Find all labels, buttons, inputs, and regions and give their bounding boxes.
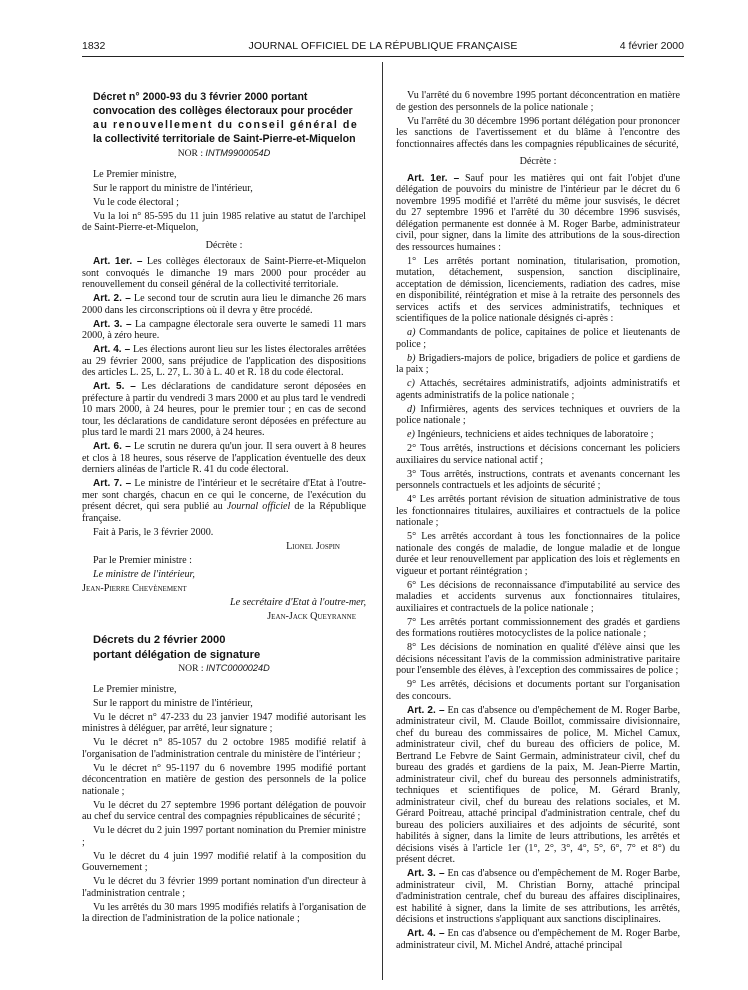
decree1-title-line: la collectivité territoriale de Saint-Pierre-et-Miquelon: [93, 133, 356, 146]
article: [82, 478, 366, 524]
preamble-line: Vu la loi n° 85-595 du 11 juin 1985 relative au statut de l'archipel de Saint-Pierre-et-Miquelon,: [82, 210, 366, 234]
decree2-title-line: portant délégation de signature: [93, 648, 261, 661]
list-item: [396, 617, 680, 640]
preamble-line: Sur le rapport du ministre de l'intérieur,: [93, 182, 253, 194]
preamble-line: Vu le décret du 27 septembre 1996 portant délégation de pouvoir au chef du service central des compagnies républicaines de sécurité ;: [82, 799, 366, 823]
left-column: [82, 92, 366, 927]
list-item: [396, 378, 680, 401]
article-label: Art. 3. –: [407, 868, 445, 879]
list-item-text: Infirmières, agents des services techniques et ouvriers de la police nationale ;: [396, 403, 680, 426]
preamble-line: Vu le décret n° 95-1197 du 6 novembre 1995 modifié portant déconcentration en matière de gestion des personnels de la police nationale ;: [82, 762, 366, 797]
article-text: En cas d'absence ou d'empêchement de M. Roger Barbe, administrateur civil, M. Michel André, attaché principal: [396, 928, 680, 951]
article-label: Art. 7. –: [93, 478, 132, 490]
list-item: [396, 531, 680, 577]
decree1-nor: [82, 148, 366, 160]
header-rule: [82, 56, 684, 57]
list-item-prefix: c): [407, 378, 415, 389]
list-item-text: 3° Tous arrêtés, instructions, contrats et avenants concernant les personnels contractuels et les adjoints de sécurité ;: [396, 468, 680, 491]
list-item: [396, 580, 680, 615]
list-item: [396, 256, 680, 325]
nor-code: INTC0000024D: [205, 663, 270, 674]
column-divider: [382, 62, 383, 980]
preamble-line: Vu l'arrêté du 6 novembre 1995 portant déconcentration en matière de gestion des personnels de la police nationale ;: [396, 90, 680, 113]
article-text: Les déclarations de candidature seront déposées en préfecture à partir du vendredi 3 mars 2000 et au plus tard le vendredi 10 mars 2000, à 24 heures, pour le premier tour ; en cas de second tour, les déclarations de candidature seront déposées en préfecture au plus tard le mardi 21 mars 2000, à 24 heures.: [82, 381, 366, 439]
list-item: [396, 642, 680, 677]
article-text: En cas d'absence ou d'empêchement de M. Roger Barbe, administrateur civil, M. Christian Borny, attaché principal d'administration centrale, chef du bureau des affaires disciplinaires, est habilité à signer, dans la limite de ses attributions, les arrêtés, décisions et instructions s'appliquant aux sanctions disciplinaires.: [396, 868, 680, 925]
journal-reference: Journal officiel: [226, 501, 291, 513]
list-item: [396, 404, 680, 427]
nor-code: INTM9900054D: [205, 148, 271, 159]
preamble-line: Vu le décret du 4 juin 1997 modifié relatif à la composition du Gouvernement ;: [82, 850, 366, 874]
list-item: [396, 443, 680, 466]
issue-date: 4 février 2000: [619, 40, 684, 52]
decree2-nor: [82, 663, 366, 675]
article: [396, 705, 680, 866]
list-item-text: Ingénieurs, techniciens et aides techniques de laboratoire ;: [414, 429, 654, 440]
article-label: Art. 2. –: [93, 293, 131, 305]
decree1-title-line: Décret n° 2000-93 du 3 février 2000 portant: [93, 91, 308, 103]
preamble-line: Le Premier ministre,: [93, 168, 177, 180]
list-item: [396, 353, 680, 376]
decrete-heading: Décrète :: [519, 156, 557, 167]
article: [82, 344, 366, 379]
list-item-text: Attachés, secrétaires administratifs, adjoints administratifs et agents administratifs de la police nationale ;: [396, 378, 680, 401]
article-text: La campagne électorale sera ouverte le samedi 11 mars 2000, à zéro heure.: [82, 318, 366, 342]
article-label: Art. 3. –: [93, 318, 132, 330]
article-text: Le second tour de scrutin aura lieu le dimanche 26 mars 2000 dans les circonscriptions où il devra y être procédé.: [82, 293, 367, 316]
article-label: Art. 4. –: [407, 928, 445, 939]
list-item-text: Commandants de police, capitaines de police et lieutenants de police ;: [396, 327, 680, 350]
decree2-title: [82, 634, 366, 661]
overseas-secretary-title: Le secrétaire d'Etat à l'outre-mer,: [229, 596, 366, 608]
list-item-text: 9° Les arrêtés, décisions et documents portant sur l'organisation des concours.: [396, 679, 680, 702]
article-label: Art. 5. –: [93, 381, 136, 393]
list-item-text: 8° Les décisions de nomination en qualité d'élève ainsi que les décisions nécessitant l'avis de la commission administrative paritaire pour l'ensemble des élèves, à l'exception des commissaires de police ;: [396, 642, 680, 676]
list-item-text: 7° Les arrêtés portant commissionnement des gradés et gardiens des formations routières motocyclistes de la police nationale ;: [396, 616, 680, 639]
preamble-line: Sur le rapport du ministre de l'intérieur,: [93, 697, 253, 709]
article: [396, 173, 680, 254]
interior-minister-name: Jean-Pierre Chevènement: [82, 582, 187, 594]
article: [82, 293, 366, 316]
article-label: Art. 6. –: [93, 441, 131, 453]
article-text: Le scrutin ne durera qu'un jour. Il sera ouvert à 8 heures et clos à 18 heures, sous réserve de l'application éventuelle des deux derniers alinéas de l'article R. 41 du code électoral.: [82, 441, 366, 476]
article-label: Art. 2. –: [407, 704, 445, 716]
article-text: Sauf pour les matières qui ont fait l'objet d'une délégation de pouvoirs du ministre de l'intérieur par le décret du 6 novembre 1995 modifié et l'arrêté du même jour susvisés, le décret du 27 septembre 1996 et l'arrêté du 30 décembre 1996 susvisés, délégation permanente est donnée à M. Roger Barbe, administrateur civil, pour signer, dans la limite des attributions de la sous-direction des ressources humaines :: [396, 172, 680, 253]
article-text-end: de la République française.: [82, 501, 366, 524]
article: [82, 256, 366, 291]
decrete-heading: Décrète :: [205, 239, 243, 251]
list-item: [396, 494, 680, 529]
list-item-text: 4° Les arrêtés portant révision de situation administrative de tous les fonctionnaires titulaires, auxiliaires et contractuels de la police nationale ;: [396, 494, 680, 528]
nor-label: NOR :: [177, 148, 206, 160]
article: [82, 319, 366, 342]
article: [82, 381, 366, 439]
article: [396, 928, 680, 951]
interior-minister-title: Le ministre de l'intérieur,: [93, 568, 195, 580]
preamble-line: Vu le décret du 3 février 1999 portant nomination d'un directeur à l'administration centrale ;: [82, 876, 366, 899]
list-item: [396, 469, 680, 492]
article-text: Le ministre de l'intérieur et le secrétaire d'Etat à l'outre-mer sont chargés, chacun en ce qui le concerne, de l'exécution du présent décret, qui sera publié au: [82, 478, 366, 513]
list-item-text: 5° Les arrêtés accordant à tous les fonctionnaires de la police nationale des congés de maladie, de longue maladie et de longue durée et leur renouvellement par application des lois et règlements en vigueur et portant réintégration ;: [396, 531, 680, 577]
list-item-prefix: e): [407, 429, 415, 440]
preamble-line: Vu le décret du 2 juin 1997 portant nomination du Premier ministre ;: [82, 825, 366, 848]
list-item-text: 6° Les décisions de reconnaissance d'imputabilité au service des maladies et accidents survenus aux fonctionnaires titulaires, auxiliaires et contractuels de la police nationale ;: [396, 579, 680, 614]
preamble-line: Vu le décret n° 85-1057 du 2 octobre 1985 modifié relatif à l'organisation de l'administration centrale du ministère de l'intérieur ;: [82, 737, 366, 760]
list-item-text: 1° Les arrêtés portant nomination, titularisation, promotion, mutation, détachement, suspension, sanction disciplinaire, acceptation de démission, licenciements, radiation des cadres, mise en disponibilité, réintégration et mise à la retraite des personnels des services actifs et des services administratifs, techniques et scientifiques de la police nationale désignés ci-après :: [396, 255, 680, 324]
preamble-line: Vu les arrêtés du 30 mars 1995 modifiés relatifs à l'organisation de la direction de l'administration de la police nationale ;: [82, 901, 366, 925]
article-text: Les collèges électoraux de Saint-Pierre-et-Miquelon sont convoqués le dimanche 19 mars 2000 pour procéder au renouvellement du conseil général de la collectivité territoriale.: [82, 256, 366, 291]
list-item: [396, 327, 680, 350]
nor-label: NOR :: [178, 663, 206, 675]
page-number: 1832: [82, 40, 106, 52]
list-item-prefix: a): [407, 327, 416, 338]
article: [82, 441, 366, 476]
preamble-line: Vu le décret n° 47-233 du 23 janvier 1947 modifié autorisant les ministres à déléguer, par arrêté, leur signature ;: [82, 711, 366, 735]
list-item: [396, 679, 680, 702]
article-label: Art. 4. –: [93, 344, 131, 356]
preamble-line: Vu l'arrêté du 30 décembre 1996 portant délégation pour prononcer les sanctions de l'avertissement et du blâme à l'encontre des fonctionnaires affectés dans les compagnies républicaines de sécurité,: [396, 115, 680, 150]
page-header: [82, 40, 684, 54]
by-pm-line: Par le Premier ministre :: [93, 554, 192, 566]
list-item-prefix: d): [407, 403, 416, 415]
list-item: [396, 429, 680, 441]
decree2-title-line: Décrets du 2 février 2000: [93, 633, 226, 646]
right-column: [396, 90, 680, 954]
preamble-line: Le Premier ministre,: [93, 683, 177, 695]
overseas-secretary-name: Jean-Jack Queyranne: [267, 610, 356, 622]
list-item-text: 2° Tous arrêtés, instructions et décisions concernant les policiers auxiliaires du service national actif ;: [396, 443, 680, 466]
decree1-title: [82, 92, 366, 146]
list-item-text: Brigadiers-majors de police, brigadiers de police et gardiens de la paix ;: [396, 352, 680, 375]
decree1-title-line: au renouvellement du conseil général de: [93, 119, 359, 132]
preamble-line: Vu le code électoral ;: [93, 196, 179, 208]
done-at: Fait à Paris, le 3 février 2000.: [93, 526, 214, 538]
article-text: En cas d'absence ou d'empêchement de M. Roger Barbe, administrateur civil, M. Claude Boillot, commissaire divisionnaire, chef du bureau des commissaires de police, M. Michel Camux, administrateur civil, chef du bureau des officiers de police, M. Bertrand Le Febvre de Saint Germain, administrateur civil, chef du bureau des gradés et gardiens de la paix, M. Jean-Pierre Martin, administrateur civil, chef du bureau des personnels administratifs, techniques et scientifiques de police, M. Gérard Branly, administrateur civil, chef du bureau des relations sociales, et M. Gérard Poitreau, attaché principal d'administration centrale, chef du bureau des policiers auxiliaires et des adjoints de sécurité, sont habilités à signer, dans la limite de leurs attributions, les arrêtés et décisions visés à l'article 1er (1°, 2°, 3°, 4°, 5°, 6°, 7° et 8°) du présent décret.: [396, 704, 680, 865]
article: [396, 868, 680, 926]
signatory-pm: Lionel Jospin: [286, 540, 340, 552]
decree1-title-line: convocation des collèges électoraux pour procéder: [93, 105, 353, 118]
article-label: Art. 1er. –: [93, 256, 143, 268]
article-label: Art. 1er. –: [407, 172, 460, 184]
list-item-prefix: b): [407, 352, 416, 364]
journal-title: JOURNAL OFFICIEL DE LA RÉPUBLIQUE FRANÇAISE: [248, 40, 518, 52]
article-text: Les élections auront lieu sur les listes électorales arrêtées au 29 février 2000, sans préjudice de l'application des dispositions des articles L. 25, L. 27, L. 30 à L. 40 et R. 18 du code électoral.: [82, 344, 366, 379]
